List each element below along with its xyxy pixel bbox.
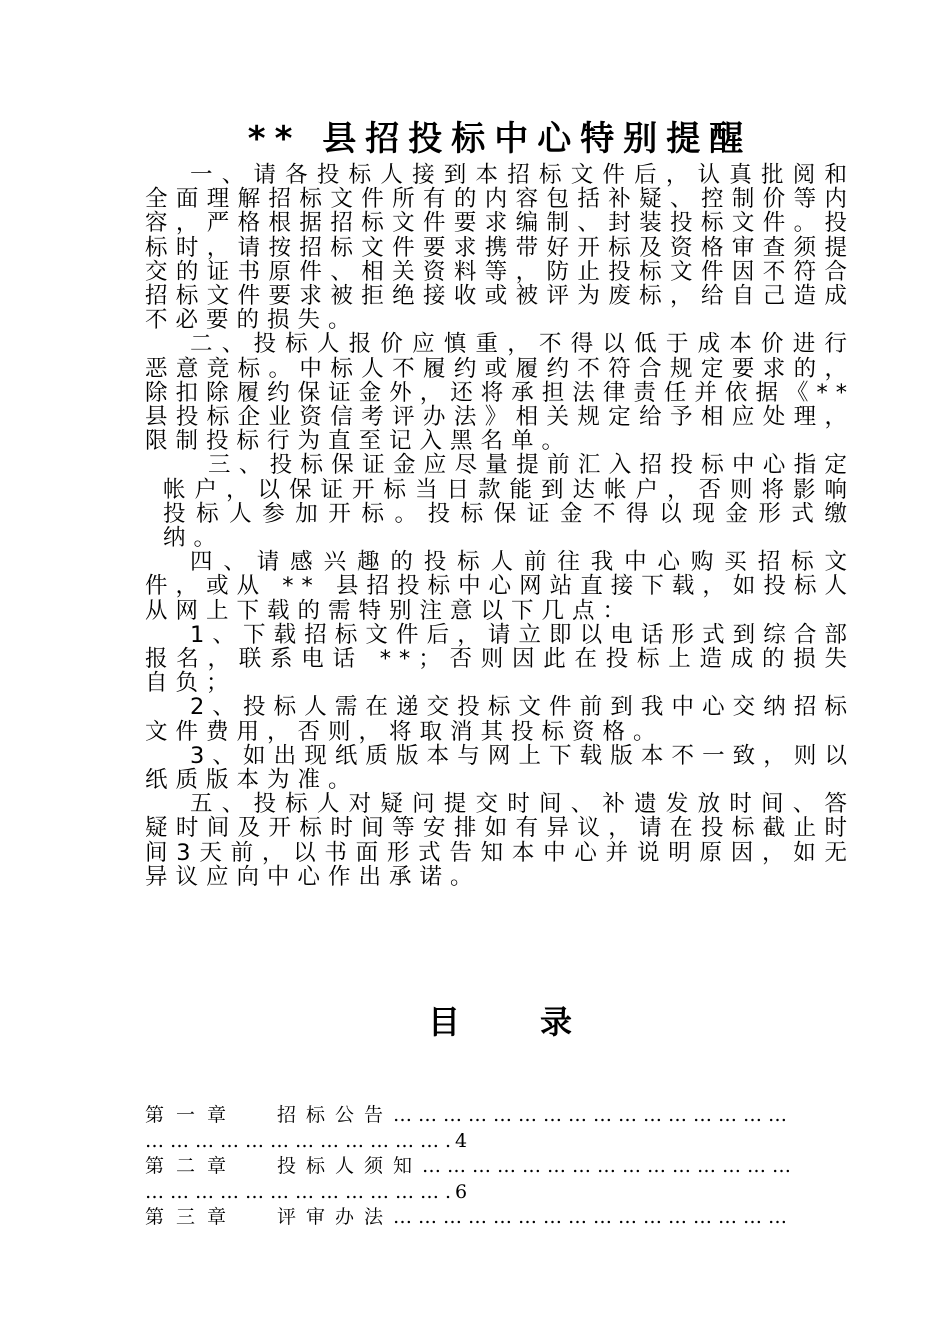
toc-entry-chapter-1[interactable] — [145, 1103, 845, 1154]
toc-chapter-number: 第一章 — [145, 1104, 239, 1126]
notice-paragraph-4: 四、请感兴趣的投标人前往我中心购买招标文件，或从 ** 县招投标中心网站直接下载，如投标人从网上下载的需特别注意以下几点： — [145, 549, 855, 624]
toc-leader: ………………………………………… — [393, 1206, 794, 1228]
toc-page-number: .6 — [445, 1180, 472, 1203]
toc-leader: ………………………………………… — [393, 1104, 794, 1126]
toc-chapter-name: 投标人须知 — [277, 1155, 423, 1177]
notice-paragraph-3: 三、投标保证金应尽量提前汇入招投标中心指定帐户，以保证开标当日款能到达帐户，否则将影响投标人参加开标。投标保证金不得以现金形式缴纳。 — [163, 452, 855, 552]
notice-body — [145, 163, 855, 889]
notice-title: ** 县招投标中心特别提醒 — [247, 119, 753, 159]
toc-entry-chapter-2[interactable] — [145, 1154, 845, 1205]
notice-item-1: 1、下载招标文件后，请立即以电话形式到综合部报名，联系电话 **；否则因此在投标上造成的损失自负； — [145, 621, 855, 697]
notice-paragraph-5: 五、投标人对疑问提交时间、补遗发放时间、答疑时间及开标时间等安排如有异议，请在投标截止时间3天前，以书面形式告知本中心并说明原因，如无异议应向中心作出承诺。 — [145, 791, 855, 890]
table-of-contents — [145, 1103, 845, 1231]
notice-item-2: 2、投标人需在递交投标文件前到我中心交纳招标文件费用，否则，将取消其投标资格。 — [145, 694, 855, 745]
toc-page-number: .4 — [445, 1129, 472, 1152]
toc-chapter-name: 招标公告 — [277, 1104, 394, 1126]
toc-leader: ……………………………………… — [422, 1155, 798, 1177]
toc-title: 目录 — [427, 1003, 652, 1041]
notice-item-3: 3、如出现纸质版本与网上下载版本不一致，则以纸质版本为准。 — [145, 742, 855, 794]
notice-paragraph-1: 一、请各投标人接到本招标文件后，认真批阅和全面理解招标文件所有的内容包括补疑、控制价等内容，严格根据招标文件要求编制、封装投标文件。投标时，请按招标文件要求携带好开标及资格审查须提交的证书原件、相关资料等，防止投标文件因不符合招标文件要求被拒绝接收或被评为废标，给自己造成不必要的损失。 — [145, 162, 855, 334]
notice-paragraph-2: 二、投标人报价应慎重，不得以低于成本价进行恶意竞标。中标人不履约或履约不符合规定要求的，除扣除履约保证金外，还将承担法律责任并依据《** 县投标企业资信考评办法》相关规定给予相应处理，限制投标行为直至记入黑名单。 — [145, 331, 855, 455]
toc-leader: ……………………………… — [145, 1129, 445, 1152]
toc-leader: ……………………………… — [145, 1180, 445, 1203]
toc-chapter-name: 评审办法 — [277, 1206, 394, 1228]
toc-entry-chapter-3[interactable] — [145, 1205, 845, 1231]
toc-chapter-number: 第二章 — [145, 1155, 239, 1177]
toc-chapter-number: 第三章 — [145, 1206, 239, 1228]
